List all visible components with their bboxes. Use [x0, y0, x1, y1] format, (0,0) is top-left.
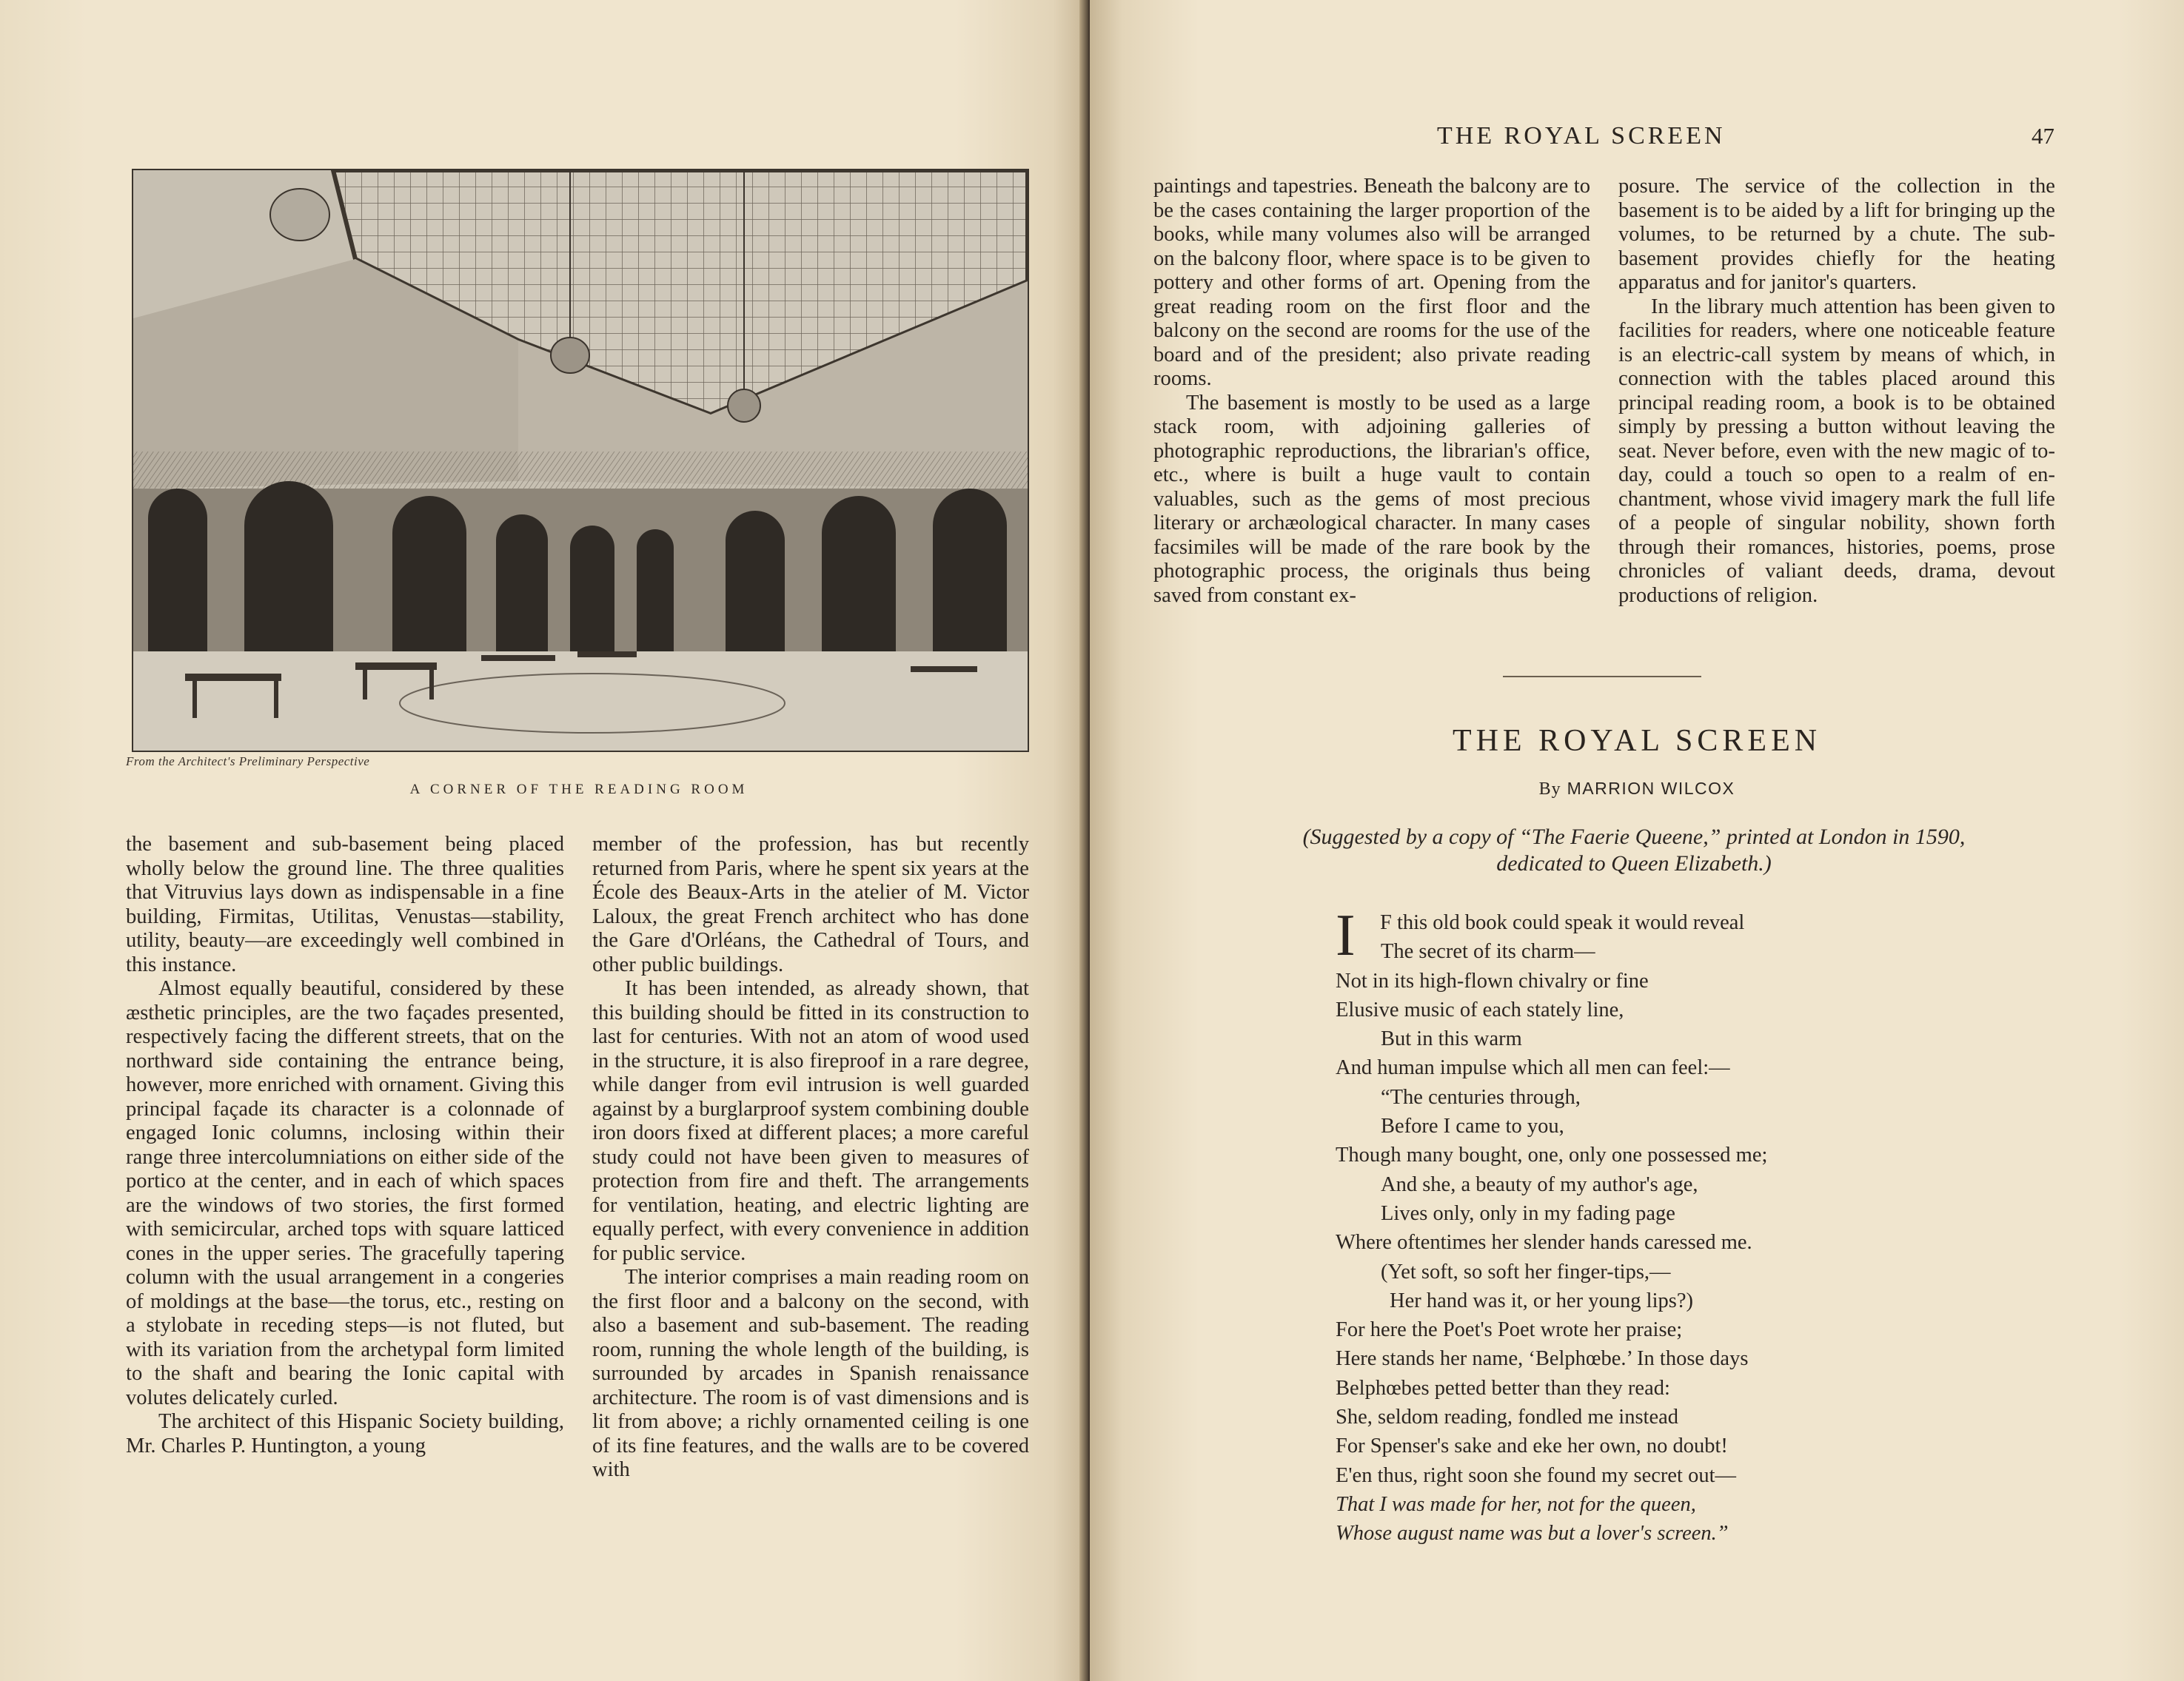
paragraph: The basement is mostly to be used as a large stack room, with adjoining galleries of photographic reproductions, the librarian's office, etc., where is built a huge vault to contain valuables, such as the gems of most precious literary or archæological character. In many cases facsimiles will be made of the rare book by the photographic process, the originals thus being saved from constant ex- [1153, 391, 1590, 607]
poem-line: Before I came to you, [1381, 1115, 1564, 1138]
poem-title: THE ROYAL SCREEN [1452, 724, 1822, 758]
byline [1090, 779, 2184, 799]
right-page [1090, 0, 2184, 1681]
poem-line: And human impulse which all men can feel:— [1336, 1056, 1730, 1080]
poem-line: F this old book could speak it would reveal [1380, 911, 1745, 934]
figure-caption: A CORNER OF THE READING ROOM [409, 782, 748, 797]
right-text-column-2 [1618, 175, 2055, 608]
poem-line: “The centuries through, [1381, 1085, 1581, 1109]
figure-credit: From the Architect's Preliminary Perspective [126, 754, 370, 768]
poem-line: Though many bought, one, only one possessed me; [1336, 1144, 1768, 1167]
poem-line: Elusive music of each stately line, [1336, 998, 1624, 1021]
poem-line: Here stands her name, ‘Belphœbe.’ In those days [1336, 1347, 1749, 1371]
poem-line: Her hand was it, or her young lips?) [1390, 1289, 1693, 1312]
paragraph: The architect of this Hispanic Society building, Mr. Charles P. Huntington, a young [126, 1410, 564, 1457]
left-text-column-1 [126, 833, 564, 1458]
reading-room-engraving [133, 170, 1028, 751]
poem-line: Whose august name was but a lover's screen.” [1336, 1522, 1729, 1546]
poem-line: That I was made for her, not for the queen, [1336, 1492, 1696, 1516]
page-number: 47 [2031, 123, 2054, 149]
poem-line: Belphœbes petted better than they read: [1336, 1376, 1670, 1400]
poem-line: Lives only, only in my fading page [1381, 1201, 1675, 1225]
paragraph: posure. The service of the collection in the basement is to be aided by a lift for bringing up the volumes, to be returned by a chute. The sub-basement provides chiefly for the heating apparatus and for janitor's quarters. [1618, 175, 2055, 294]
poem-body [1336, 903, 2002, 1549]
poem-line: The secret of its charm— [1381, 940, 1595, 964]
paragraph: In the library much attention has been given to facilities for readers, where one noticeable feature is an electric-call system by means of which, in connection with the tables placed around this principal reading room, a book is to be obtained simply by pressing a button without leaving the seat. Never before, even with the new magic of today, could a touch so open to a realm of enchantment, whose vivid imagery mark the full life of a people of singular nobility, shown forth through their romances, histories, poems, prose chronicles of valiant deeds, drama, devout productions of religion. [1618, 295, 2055, 607]
subtitle-line: (Suggested by a copy of “The Faerie Queene,” printed at London in 1590, [1302, 825, 1966, 849]
poem-dropcap: I [1336, 903, 1356, 968]
poem-line: E'en thus, right soon she found my secret out— [1336, 1463, 1737, 1487]
left-text-column-2 [592, 833, 1029, 1483]
byline-author: MARRION WILCOX [1567, 779, 1735, 798]
running-head: THE ROYAL SCREEN [1437, 122, 1726, 150]
paragraph: The interior comprises a main reading room on the first floor and a balcony on the second, with also a basement and sub-basement. The reading room, running the whole length of the building, is surrounded by arcades in Spanish renaissance architecture. The room is of vast dimensions and is lit from above; a richly ornamented ceiling is one of its fine features, and the walls are to be covered with [592, 1266, 1029, 1481]
poem-subtitle [1208, 824, 2060, 877]
poem-line: She, seldom reading, fondled me instead [1336, 1406, 1679, 1429]
paragraph: member of the profession, has but recently returned from Paris, where he spent six years at the École des Beaux-Arts in the atelier of M. Victor Laloux, the great French architect who has done the Gare d'Orléans, the Cathedral of Tours, and other public buildings. [592, 833, 1029, 976]
section-divider [1503, 676, 1701, 677]
paragraph: the basement and sub-basement being placed wholly below the ground line. The three qualities that Vitruvius lays down as indispensable in a fine building, Firmitas, Utilitas, Venustas—stability, utility, beauty—are exceedingly well combined in this instance. [126, 833, 564, 976]
poem-line: For Spenser's sake and eke her own, no doubt! [1336, 1435, 1728, 1458]
left-page [0, 0, 1085, 1681]
poem-line: And she, a beauty of my author's age, [1381, 1172, 1698, 1196]
poem-line: But in this warm [1381, 1027, 1522, 1051]
poem-line: Where oftentimes her slender hands caressed me. [1336, 1231, 1752, 1255]
reading-room-illustration [132, 169, 1029, 752]
byline-by: By [1538, 779, 1561, 799]
poem-line: For here the Poet's Poet wrote her praise; [1336, 1318, 1683, 1342]
poem-line: Not in its high-flown chivalry or fine [1336, 969, 1649, 993]
poem-line: (Yet soft, so soft her finger-tips,— [1381, 1260, 1671, 1284]
paragraph: Almost equally beautiful, considered by these æsthetic principles, are the two façades presented, respectively facing the different streets, that on the northward side containing the entrance being, however, more enriched with ornament. Giving this principal façade its character is a colonnade of engaged Ionic columns, inclosing within their range three intercolumniations on either side of the portico at the center, and in each of which spaces are the windows of two stories, the first formed with semicircular, arched tops with square latticed cones in the upper series. The gracefully tapering column with the usual arrangement in a congeries of moldings at the base—the torus, etc., resting on a stylobate in receding steps—is not fluted, but with its variation from the archetypal form limited to the shaft and bearing the Ionic capital with volutes delicately curled. [126, 977, 564, 1409]
paragraph: paintings and tapestries. Beneath the balcony are to be the cases containing the larger proportion of the books, while many volumes also will be arranged on the balcony floor, where space is to be given to pottery and other forms of art. Opening from the great reading room on the first floor and the balcony on the second are rooms for the use of the board and of the president; also private reading rooms. [1153, 175, 1590, 390]
paragraph: It has been intended, as already shown, that this building should be fitted in its construction to last for centuries. With not an atom of wood used in the structure, it is also fireproof in a rare degree, while danger from evil intrusion is well guarded against by a burglarproof system combining double iron doors fixed at different places; a more careful study could not have been given to measures of protection from fire and theft. The arrangements for ventilation, heating, and electric lighting are equally perfect, with every convenience in addition for public service. [592, 977, 1029, 1265]
right-text-column-1 [1153, 175, 1590, 608]
subtitle-line: dedicated to Queen Elizabeth.) [1496, 851, 1772, 876]
